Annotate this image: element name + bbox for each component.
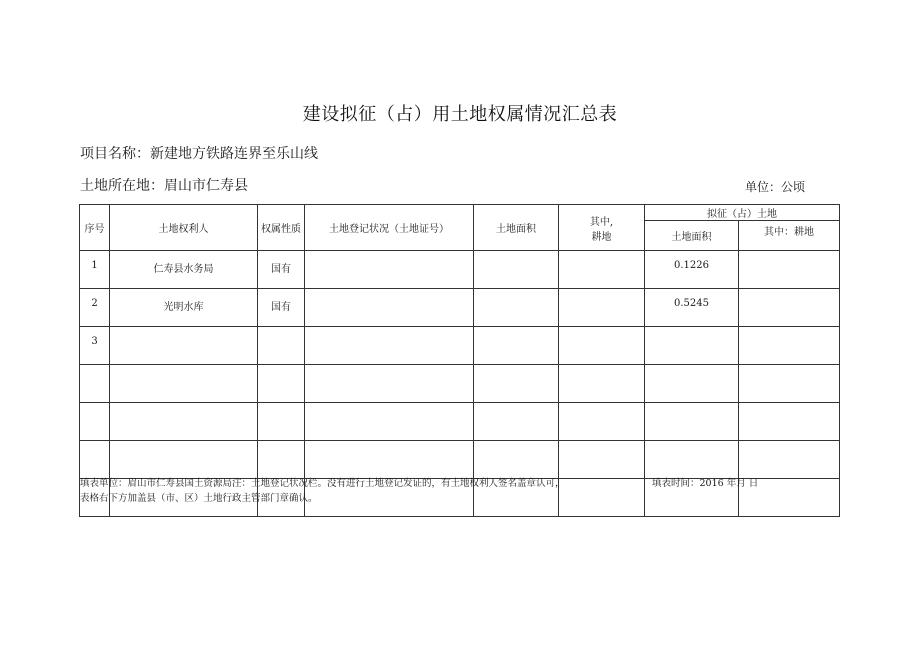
cell-cultivated — [559, 289, 645, 327]
cell-owner — [110, 403, 258, 441]
cell-area — [474, 327, 559, 365]
footer-line-2: 表格右下方加盖县（市、区）土地行政主管部门章确认。 — [80, 493, 318, 504]
table-row — [80, 327, 840, 365]
project-name-label: 项目名称： — [80, 146, 150, 162]
header-proposed-cultivated: 其中：耕地 — [739, 221, 840, 251]
cell-cultivated — [559, 403, 645, 441]
header-cultivated-line2: 耕地 — [591, 231, 612, 243]
unit-label: 单位： — [745, 180, 782, 194]
footer-note — [80, 476, 840, 506]
cell-registration — [305, 365, 474, 403]
header-ownership: 权属性质 — [258, 205, 305, 251]
header-owner: 土地权利人 — [110, 205, 258, 251]
project-name — [80, 143, 318, 163]
cell-proposed-cultivated — [739, 365, 840, 403]
cell-area — [474, 441, 559, 479]
unit — [745, 178, 805, 195]
unit-value: 公顷 — [781, 180, 806, 194]
land-location-value: 眉山市仁寿县 — [164, 178, 248, 194]
header-cultivated — [559, 205, 645, 251]
cell-ownership: 国有 — [258, 289, 305, 327]
cell-proposed-area — [645, 403, 739, 441]
cell-area — [474, 403, 559, 441]
cell-seq — [80, 403, 110, 441]
cell-owner: 仁寿县水务局 — [110, 251, 258, 289]
footer-line-1: 填表单位：眉山市仁寿县国土资源局注：土地登记状况栏。没有进行土地登记发证的，有土地权利人签名盖章认可， — [80, 478, 565, 489]
header-area: 土地面积 — [474, 205, 559, 251]
table-row — [80, 441, 840, 479]
cell-seq: 3 — [80, 327, 110, 365]
cell-proposed-area — [645, 441, 739, 479]
cell-ownership: 国有 — [258, 251, 305, 289]
cell-proposed-area — [645, 327, 739, 365]
cell-owner — [110, 365, 258, 403]
land-location-label: 土地所在地： — [80, 178, 164, 194]
table-row — [80, 251, 840, 289]
cell-ownership — [258, 403, 305, 441]
header-cultivated-line1: 其中, — [589, 216, 614, 228]
cell-owner: 光明水库 — [110, 289, 258, 327]
header-proposed-group: 拟征（占）土地 — [645, 205, 840, 221]
cell-ownership — [258, 365, 305, 403]
cell-cultivated — [559, 327, 645, 365]
cell-proposed-cultivated — [739, 289, 840, 327]
cell-proposed-cultivated — [739, 327, 840, 365]
land-location — [80, 175, 248, 195]
table-row — [80, 289, 840, 327]
cell-registration — [305, 403, 474, 441]
cell-owner — [110, 441, 258, 479]
cell-cultivated — [559, 441, 645, 479]
project-name-value: 新建地方铁路连界至乐山线 — [150, 146, 318, 162]
cell-proposed-cultivated — [739, 251, 840, 289]
cell-registration — [305, 327, 474, 365]
cell-seq: 2 — [80, 289, 110, 327]
ownership-summary-table — [79, 204, 840, 517]
header-proposed-area: 土地面积 — [645, 221, 739, 251]
header-seq: 序号 — [80, 205, 110, 251]
cell-registration — [305, 441, 474, 479]
cell-cultivated — [559, 365, 645, 403]
cell-registration — [305, 251, 474, 289]
cell-area — [474, 251, 559, 289]
cell-proposed-area — [645, 365, 739, 403]
header-row — [80, 205, 840, 221]
cell-ownership — [258, 441, 305, 479]
cell-proposed-cultivated — [739, 441, 840, 479]
cell-registration — [305, 289, 474, 327]
header-registration: 土地登记状况（土地证号） — [305, 205, 474, 251]
cell-seq — [80, 365, 110, 403]
cell-proposed-area: 0.1226 — [645, 251, 739, 289]
cell-owner — [110, 327, 258, 365]
cell-seq — [80, 441, 110, 479]
cell-area — [474, 289, 559, 327]
page-title: 建设拟征（占）用土地权属情况汇总表 — [302, 104, 618, 125]
cell-cultivated — [559, 251, 645, 289]
cell-proposed-cultivated — [739, 403, 840, 441]
table-row — [80, 365, 840, 403]
cell-ownership — [258, 327, 305, 365]
cell-proposed-area: 0.5245 — [645, 289, 739, 327]
table-row — [80, 403, 840, 441]
cell-seq: 1 — [80, 251, 110, 289]
fill-date: 填表时间：2016 年月 日 — [652, 478, 759, 489]
cell-area — [474, 365, 559, 403]
